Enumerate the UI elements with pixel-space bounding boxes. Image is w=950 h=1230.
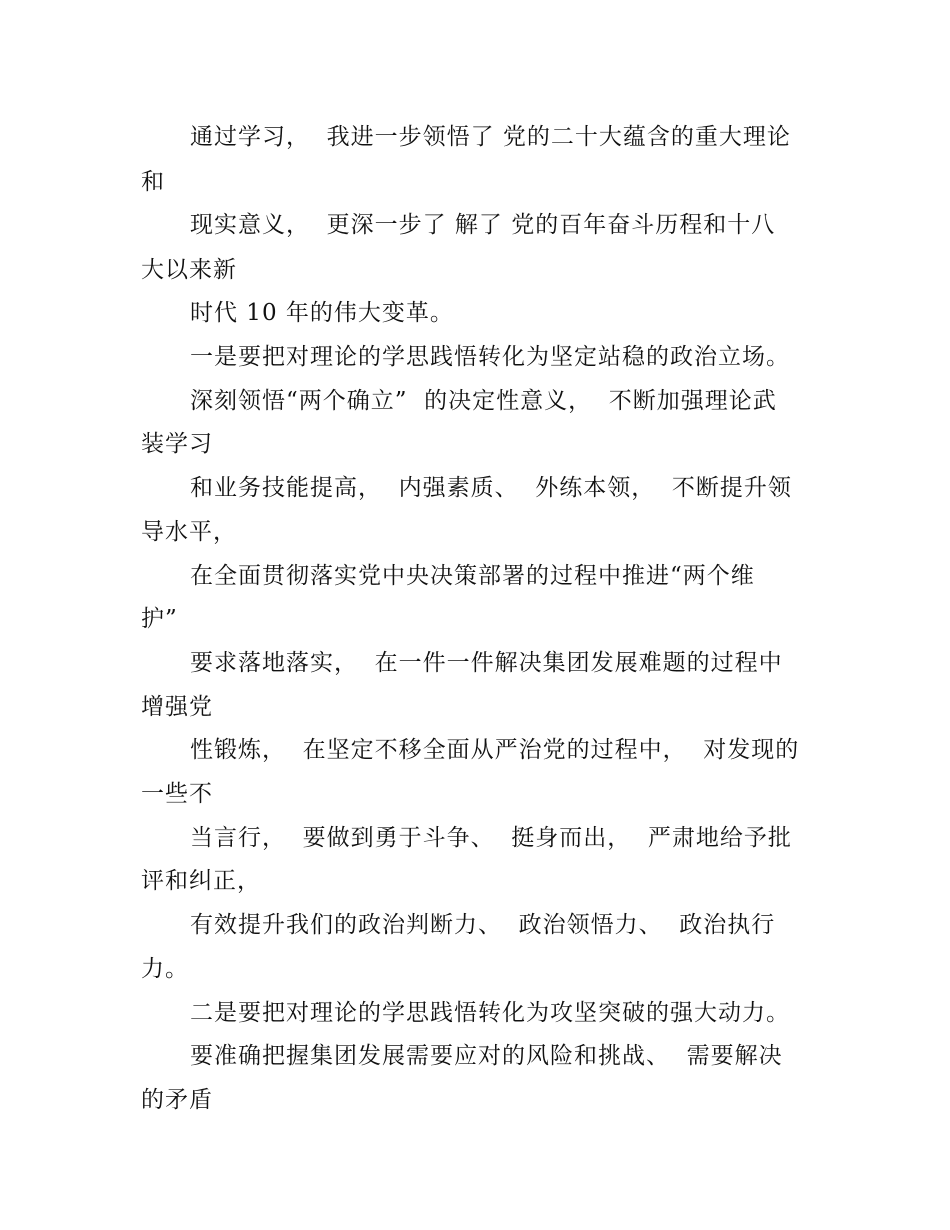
text-line: 一些不	[141, 781, 213, 807]
text-line: 和业务技能提高， 内强素质、 外练本领， 不断提升领	[190, 475, 792, 501]
text-line: 装学习	[141, 431, 213, 457]
text-line: 和	[141, 169, 165, 195]
text-line: 大以来新	[141, 257, 237, 283]
text-line: 力。	[141, 956, 189, 982]
text-line: 时代 10 年的伟大变革。	[190, 300, 454, 326]
text-line: 有效提升我们的政治判断力、 政治领悟力、 政治执行	[190, 912, 776, 938]
text-line: 当言行， 要做到勇于斗争、 挺身而出， 严肃地给予批	[190, 825, 792, 851]
text-line: 增强党	[141, 694, 213, 720]
text-line: 现实意义， 更深一步了 解了 党的百年奋斗历程和十八	[190, 212, 776, 238]
text-line: 导水平，	[141, 519, 237, 545]
text-line: 性锻炼， 在坚定不移全面从严治党的过程中， 对发现的	[190, 737, 800, 763]
text-line: 护”	[141, 606, 178, 632]
text-line: 二是要把对理论的学思践悟转化为攻坚突破的强大动力。	[190, 1000, 790, 1026]
text-line: 要求落地落实， 在一件一件解决集团发展难题的过程中	[190, 650, 783, 676]
text-line: 的矛盾	[141, 1087, 213, 1113]
text-line: 一是要把对理论的学思践悟转化为坚定站稳的政治立场。	[190, 344, 790, 370]
text-line: 要准确把握集团发展需要应对的风险和挑战、 需要解决	[190, 1043, 783, 1069]
text-line: 评和纠正，	[141, 868, 261, 894]
text-line: 在全面贯彻落实党中央决策部署的过程中推进“两个维	[190, 563, 755, 589]
text-line: 通过学习， 我进一步领悟了 党的二十大蕴含的重大理论	[190, 124, 791, 150]
text-line: 深刻领悟“两个确立” 的决定性意义， 不断加强理论武	[190, 388, 777, 414]
